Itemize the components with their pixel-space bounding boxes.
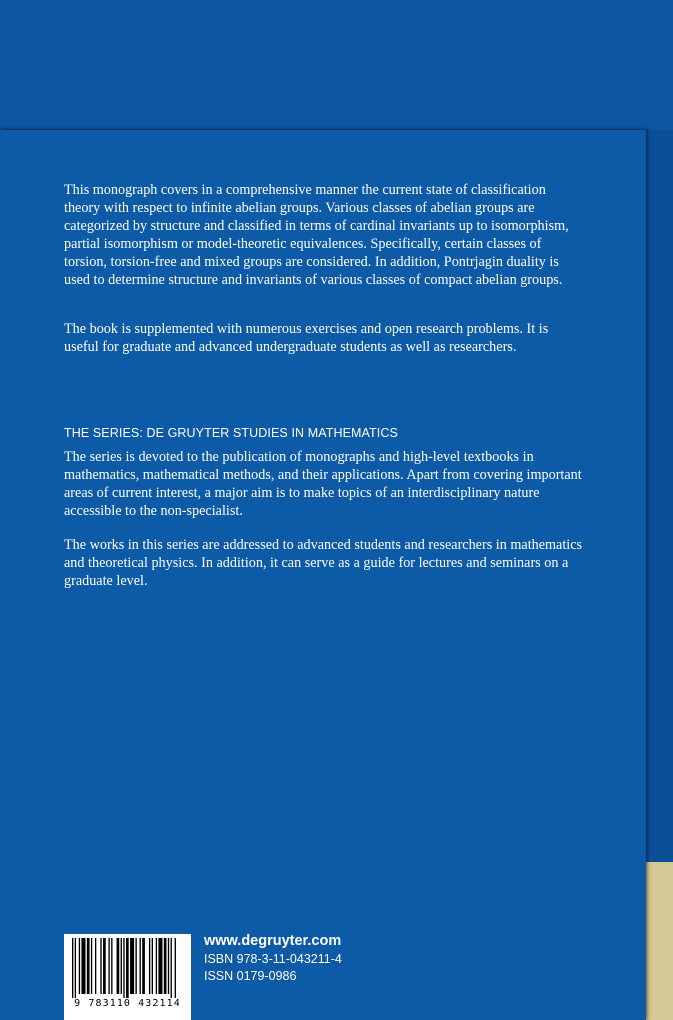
barcode-bar xyxy=(87,938,90,994)
barcode-bar xyxy=(135,938,136,994)
series-heading: THE SERIES: DE GRUYTER STUDIES IN MATHEMATICS xyxy=(64,426,398,440)
barcode-bar xyxy=(123,938,124,998)
publisher-info xyxy=(204,931,342,985)
cover-edge-accent xyxy=(646,862,673,1020)
barcode-bar xyxy=(117,938,120,994)
barcode xyxy=(64,934,191,1020)
barcode-bar xyxy=(171,938,172,998)
barcode-bar xyxy=(140,938,141,994)
description-paragraph: The book is supplemented with numerous exercises and open research problems. It is useful for graduate and advanced undergraduate students as well as researchers. xyxy=(64,321,549,355)
barcode-bar xyxy=(103,938,106,994)
barcode-bars xyxy=(64,934,191,998)
barcode-bar xyxy=(72,938,73,998)
barcode-bar xyxy=(111,938,112,994)
barcode-bar xyxy=(100,938,101,994)
barcode-bar xyxy=(149,938,150,994)
issn-number: ISSN 0179-0986 xyxy=(204,969,297,983)
barcode-bar xyxy=(142,938,145,994)
barcode-bar xyxy=(81,938,85,994)
barcode-bar xyxy=(164,938,167,994)
barcode-bar xyxy=(108,938,109,994)
barcode-bar xyxy=(79,938,80,994)
barcode-bar xyxy=(152,938,153,994)
book-description xyxy=(64,181,584,289)
barcode-bar xyxy=(168,938,169,994)
series-description xyxy=(64,448,584,520)
barcode-bar xyxy=(75,938,76,998)
isbn-number: ISBN 978-3-11-043211-4 xyxy=(204,952,342,966)
cover-top-band xyxy=(0,0,673,130)
barcode-bar xyxy=(158,938,162,994)
series-paragraph: The series is devoted to the publication of monographs and high-level textbooks in mathematics, mathematical methods, and their applications. Apart from covering important areas of current interest, a major aim is to make topics of an interdisciplinary nature accessible to the non-specialist. xyxy=(64,449,582,519)
publisher-website: www.degruyter.com xyxy=(204,933,342,949)
cover-edge xyxy=(646,130,673,862)
barcode-digits: 9 783110 432114 xyxy=(74,998,181,1009)
book-supplement-note xyxy=(64,320,584,356)
barcode-bar xyxy=(121,938,122,994)
barcode-bar xyxy=(156,938,157,994)
series-audience xyxy=(64,536,584,590)
barcode-bar xyxy=(126,938,129,998)
barcode-bar xyxy=(175,938,176,998)
barcode-bar xyxy=(91,938,92,994)
barcode-bar xyxy=(130,938,134,994)
series-paragraph: The works in this series are addressed to advanced students and researchers in mathematics and theoretical physics. In addition, it can serve as a guide for lectures and seminars on a graduate level. xyxy=(64,537,583,589)
barcode-bar xyxy=(95,938,96,994)
description-paragraph: This monograph covers in a comprehensive manner the current state of classification theory with respect to infinite abelian groups. Various classes of abelian groups are categorized by structure and classified in terms of cardinal invariants up to isomorphism, partial isomorphism or model-theoretic equivalences. Specifically, certain classes of torsion, torsion-free and mixed groups are considered. In addition, Pontrjagin duality is used to determine structure and invariants of various classes of compact abelian groups. xyxy=(64,182,569,288)
